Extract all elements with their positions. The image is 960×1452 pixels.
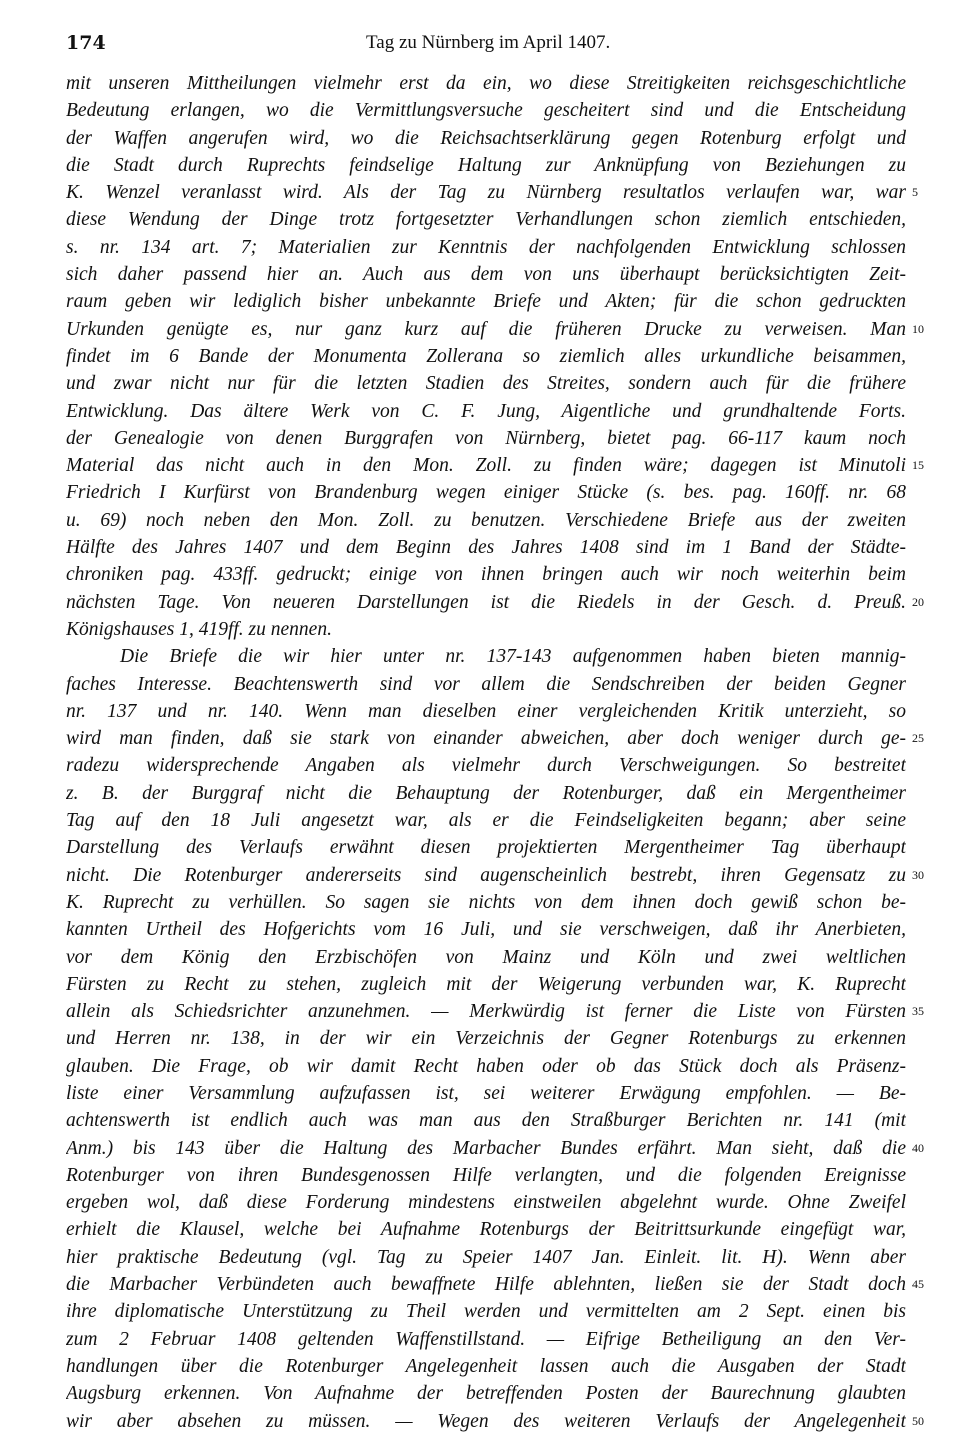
line-number: 15 — [912, 458, 924, 473]
page-number: 174 — [66, 32, 106, 54]
line-number — [912, 916, 952, 943]
line-number — [912, 1162, 952, 1189]
text-line: Die Briefe die wir hier unter nr. 137-143 aufgenommen haben bieten mannig- — [120, 646, 906, 668]
line-number — [912, 343, 952, 370]
text-line: radezu widersprechende Angaben als vielmehr durch Verschweigungen. So bestreitet — [66, 755, 906, 777]
line-number — [912, 507, 952, 534]
text-line: der Genealogie von denen Burggrafen von Nürnberg, bietet pag. 66-117 kaum noch — [66, 427, 906, 449]
text-line: ihre diplomatische Unterstützung zu Theil werden und vermittelten am 2 Sept. einen bis — [66, 1301, 906, 1323]
line-number — [912, 1353, 952, 1380]
text-line: Material das nicht auch in den Mon. Zoll. zu finden wäre; dagegen ist Minutoli — [66, 455, 906, 477]
line-number: 10 — [912, 321, 924, 336]
line-number: 50 — [912, 1413, 924, 1428]
line-number — [912, 944, 952, 971]
text-line: Tag auf den 18 Juli angesetzt war, als er die Feindseligkeiten begann; aber seine — [66, 810, 906, 832]
line-number: 20 — [912, 594, 924, 609]
line-number — [912, 643, 952, 670]
line-number — [912, 152, 952, 179]
text-line: wir aber absehen zu müssen. — Wegen des weiteren Verlaufs der Angelegenheit — [66, 1410, 906, 1432]
line-number — [912, 889, 952, 916]
line-number — [912, 370, 952, 397]
line-number — [912, 752, 952, 779]
line-number — [912, 234, 952, 261]
page-header — [66, 32, 906, 58]
line-number — [912, 1326, 952, 1353]
line-number — [912, 398, 952, 425]
text-line: wird man finden, daß sie stark von einander abweichen, aber doch weniger durch ge- — [66, 728, 906, 750]
text-line: kannten Urtheil des Hofgerichts vom 16 Juli, und sie verschweigen, daß ihr Anerbieten, — [66, 919, 906, 941]
line-number — [912, 1380, 952, 1407]
text-line: Anm.) bis 143 über die Haltung des Marbacher Bundes erfährt. Man sieht, daß die — [66, 1137, 906, 1159]
text-line: hier praktische Bedeutung (vgl. Tag zu Speier 1407 Jan. Einleit. lit. H). Wenn aber — [66, 1246, 906, 1268]
line-number — [912, 1107, 952, 1134]
text-line: liste einer Versammlung aufzufassen ist, sei weiterer Erwägung empfohlen. — Be- — [66, 1082, 906, 1104]
text-line: glauben. Die Frage, ob wir damit Recht haben oder ob das Stück doch als Präsenz- — [66, 1055, 906, 1077]
text-line: sich daher passend hier an. Auch aus dem von uns überhaupt berücksichtigten Zeit- — [66, 264, 906, 286]
text-line: und Herren nr. 138, in der wir ein Verzeichnis der Gegner Rotenburgs zu erkennen — [66, 1028, 906, 1050]
text-line: Königshauses 1, 419ff. zu nennen. — [66, 618, 332, 640]
text-line: Fürsten zu Recht zu stehen, zugleich mit der Weigerung verbunden war, K. Ruprecht — [66, 973, 906, 995]
line-number — [912, 125, 952, 152]
text-line: K. Wenzel veranlasst wird. Als der Tag zu Nürnberg resultatlos verlaufen war, war — [66, 182, 906, 204]
text-line: chroniken pag. 433ff. gedruckt; einige von ihnen bringen auch wir noch weiterhin beim — [66, 564, 906, 586]
line-number — [912, 834, 952, 861]
line-number — [912, 971, 952, 998]
text-line: achtenswerth ist endlich auch was man aus den Straßburger Berichten nr. 141 (mit — [66, 1110, 906, 1132]
line-number — [912, 206, 952, 233]
line-number — [912, 1298, 952, 1325]
running-title: Tag zu Nürnberg im April 1407. — [366, 32, 611, 53]
text-line: Bedeutung erlangen, wo die Vermittlungsversuche gescheitert sind und die Entscheidung — [66, 100, 906, 122]
line-number — [912, 288, 952, 315]
line-number — [912, 97, 952, 124]
line-number — [912, 1189, 952, 1216]
line-number — [912, 425, 952, 452]
text-line: zum 2 Februar 1408 geltenden Waffenstillstand. — Eifrige Betheiligung an den Ver- — [66, 1328, 906, 1350]
line-number — [912, 561, 952, 588]
text-line: die Stadt durch Ruprechts feindselige Haltung zur Anknüpfung von Beziehungen zu — [66, 154, 906, 176]
text-line: allein als Schiedsrichter anzunehmen. — Merkwürdig ist ferner die Liste von Fürsten — [66, 1001, 906, 1023]
text-line: Urkunden genügte es, nur ganz kurz auf die früheren Drucke zu verweisen. Man — [66, 318, 906, 340]
text-line: nächsten Tage. Von neueren Darstellungen ist die Riedels in der Gesch. d. Preuß. — [66, 591, 906, 613]
line-number — [912, 698, 952, 725]
text-line: K. Ruprecht zu verhüllen. So sagen sie nichts von dem ihnen doch gewiß schon be- — [66, 891, 906, 913]
line-number — [912, 70, 952, 97]
text-line: faches Interesse. Beachtenswerth sind vor allem die Sendschreiben der beiden Gegner — [66, 673, 906, 695]
text-line: diese Wendung der Dinge trotz fortgesetzter Verhandlungen schon ziemlich entschieden, — [66, 209, 906, 231]
line-number — [912, 1216, 952, 1243]
text-line: findet im 6 Bande der Monumenta Zollerana so ziemlich alles urkundliche beisammen, — [66, 345, 906, 367]
text-line: vor dem König den Erzbischöfen von Mainz und Köln und zwei weltlichen — [66, 946, 906, 968]
line-number — [912, 534, 952, 561]
line-number: 25 — [912, 731, 924, 746]
text-line: Friedrich I Kurfürst von Brandenburg wegen einiger Stücke (s. bes. pag. 160ff. nr. 68 — [66, 482, 906, 504]
text-line: mit unseren Mittheilungen vielmehr erst da ein, wo diese Streitigkeiten reichsgeschichtliche — [66, 73, 906, 94]
line-number: 5 — [912, 185, 918, 200]
text-line: Darstellung des Verlaufs erwähnt diesen projektierten Mergentheimer Tag überhaupt — [66, 837, 906, 859]
text-line: s. nr. 134 art. 7; Materialien zur Kenntnis der nachfolgenden Entwicklung schlossen — [66, 236, 906, 258]
text-line: u. 69) noch neben den Mon. Zoll. zu benutzen. Verschiedene Briefe aus der zweiten — [66, 509, 906, 531]
text-line: erhielt die Klausel, welche bei Aufnahme Rotenburgs der Beitrittsurkunde eingefügt war, — [66, 1219, 906, 1241]
line-number: 45 — [912, 1277, 924, 1292]
text-line: und zwar nicht nur für die letzten Stadien des Streites, sondern auch für die frühere — [66, 373, 906, 395]
text-line: nicht. Die Rotenburger andererseits sind augenscheinlich bestrebt, ihren Gegensatz zu — [66, 864, 906, 886]
text-line: z. B. der Burggraf nicht die Behauptung der Rotenburger, daß ein Mergentheimer — [66, 782, 906, 804]
line-number — [912, 1080, 952, 1107]
line-number — [912, 1053, 952, 1080]
line-number — [912, 616, 952, 643]
text-line: Entwicklung. Das ältere Werk von C. F. Jung, Aigentliche und grundhaltende Forts. — [66, 400, 906, 422]
text-line: Hälfte des Jahres 1407 und dem Beginn des Jahres 1408 sind im 1 Band der Städte- — [66, 537, 906, 559]
body-text — [66, 70, 906, 1435]
line-number: 35 — [912, 1004, 924, 1019]
text-line: raum geben wir lediglich bisher unbekannte Briefe und Akten; für die schon gedruckten — [66, 291, 906, 313]
line-number — [912, 479, 952, 506]
line-number — [912, 671, 952, 698]
line-number: 30 — [912, 867, 924, 882]
text-line: nr. 137 und nr. 140. Wenn man dieselben einer vergleichenden Kritik unterzieht, so — [66, 700, 906, 722]
text-line: der Waffen angerufen wird, wo die Reichsachtserklärung gegen Rotenburg erfolgt und — [66, 127, 906, 149]
text-line: die Marbacher Verbündeten auch bewaffnete Hilfe ablehnten, ließen sie der Stadt doch — [66, 1274, 906, 1296]
line-number — [912, 1025, 952, 1052]
text-line: handlungen über die Rotenburger Angelegenheit lassen auch die Ausgaben der Stadt — [66, 1355, 906, 1377]
line-number — [912, 807, 952, 834]
line-number — [912, 1244, 952, 1271]
text-line: Augsburg erkennen. Von Aufnahme der betreffenden Posten der Baurechnung glaubten — [66, 1383, 906, 1405]
line-number-margin — [912, 70, 952, 1435]
text-line: Rotenburger von ihren Bundesgenossen Hilfe verlangten, und die folgenden Ereignisse — [66, 1164, 906, 1186]
line-number: 40 — [912, 1140, 924, 1155]
line-number — [912, 261, 952, 288]
text-line: ergeben wol, daß diese Forderung mindestens einstweilen abgelehnt wurde. Ohne Zweifel — [66, 1192, 906, 1214]
line-number — [912, 780, 952, 807]
